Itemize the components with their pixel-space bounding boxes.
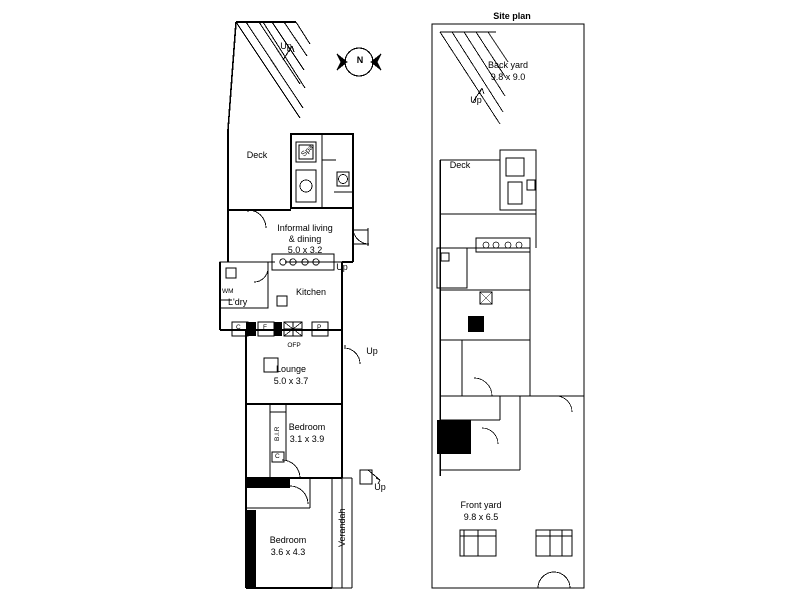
room-label-informal-living-2: & dining [288,234,322,244]
room-label-deck: Deck [246,150,268,160]
built-in-robe-label: B.I.R [274,426,281,442]
site-dims-front-yard: 9.8 x 6.5 [463,512,499,522]
site-label-front-yard: Front yard [460,500,502,510]
room-label-laundry: L'dry [228,297,248,307]
room-label-lounge: Lounge [275,364,307,374]
stair-up-label-1: Up [280,41,292,51]
washing-machine-label: WM [222,288,234,295]
site-dims-back-yard: 9.8 x 9.0 [490,72,526,82]
room-label-spa: Spa [299,142,315,159]
compass-north-label: N [356,55,364,65]
room-label-verandah: Verandah [337,508,347,548]
fridge-label: F [263,324,267,331]
site-stair-up-label: Up [470,95,482,105]
open-fireplace-label: OFP [287,342,301,349]
stair-up-label-2: Up [336,262,348,272]
cupboard-label-front: C [275,453,280,460]
site-label-deck: Deck [449,160,471,170]
room-dims-lounge: 5.0 x 3.7 [273,376,309,386]
room-label-bedroom-1: Bedroom [288,422,326,432]
room-label-bedroom-2: Bedroom [269,535,307,545]
room-label-kitchen: Kitchen [295,287,327,297]
room-dims-bedroom-2: 3.6 x 4.3 [270,547,306,557]
pantry-label: P [317,324,322,331]
cupboard-label-laundry: C [236,324,241,331]
room-dims-informal-living: 5.0 x 3.2 [287,245,323,255]
site-label-back-yard: Back yard [487,60,529,70]
room-label-informal-living: Informal living [277,223,333,233]
site-plan-title: Site plan [493,11,531,21]
stair-up-label-3: Up [366,346,378,356]
room-dims-bedroom-1: 3.1 x 3.9 [289,434,325,444]
stair-up-label-4: Up [374,482,386,492]
